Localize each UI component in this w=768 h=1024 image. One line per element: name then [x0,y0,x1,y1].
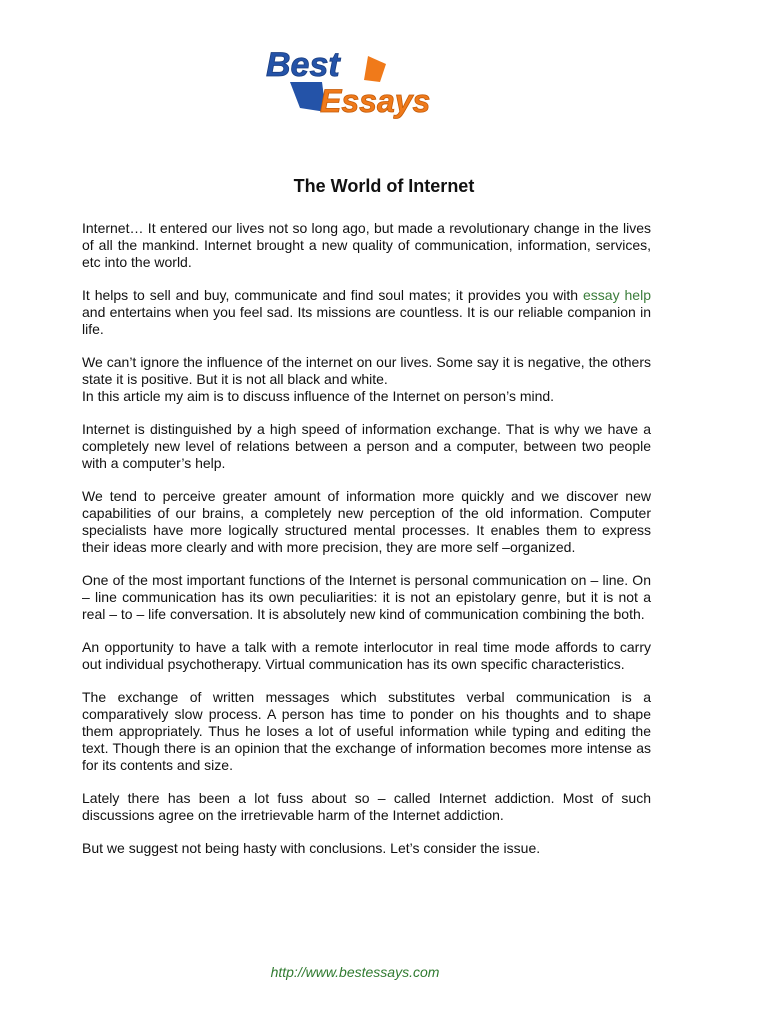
paragraph-3-line-2: In this article my aim is to discuss influence of the Internet on person’s mind. [82,388,555,404]
paragraph-7: An opportunity to have a talk with a remote interlocutor in real time mode affords to carry out individual psychotherapy. Virtual communication has its own specific characteristics. [82,639,651,672]
paragraph-3 [82,354,651,405]
paragraph-10: But we suggest not being hasty with conclusions. Let’s consider the issue. [82,840,541,856]
paragraph-6: One of the most important functions of the Internet is personal communication on – line. On – line communication has its own peculiarities: it is not an epistolary genre, but it is not a real – to – life conversation. It is absolutely new kind of communication combining the both. [82,572,651,622]
paragraph-3-line-1: We can’t ignore the influence of the internet on our lives. Some say it is negative, the others state it is positive. But it is not all black and white. [82,354,651,387]
paragraph-8: The exchange of written messages which substitutes verbal communication is a comparatively slow process. A person has time to ponder on his thoughts and to shape them appropriately. Thus he loses a lot of useful information while typing and editing the text. Though there is an opinion that the exchange of information becomes more intense as for its contents and size. [82,689,651,773]
paragraph-4: Internet is distinguished by a high speed of information exchange. That is why we have a completely new level of relations between a person and a computer, between two people with a computer’s help. [82,421,651,471]
paragraph-5: We tend to perceive greater amount of information more quickly and we discover new capabilities of our brains, a completely new perception of the old information. Computer specialists have more logically structured mental processes. It enables them to express their ideas more clearly and with more precision, they are more self –organized. [82,488,651,555]
paragraph-9: Lately there has been a lot fuss about so – called Internet addiction. Most of such discussions agree on the irretrievable harm of the Internet addiction. [82,790,651,823]
document-title: The World of Internet [293,176,475,196]
paragraph-2-text-a: It helps to sell and buy, communicate and find soul mates; it provides you with [82,287,584,303]
essay-help-link[interactable]: essay help [583,287,651,303]
svg-text:Essays: Essays [320,83,431,119]
svg-text:Best: Best [266,46,340,84]
paragraph-2-text-b: and entertains when you feel sad. Its missions are countless. It is our reliable companion in life. [82,304,651,337]
footer-url-link[interactable]: http://www.bestessays.com [270,964,440,980]
paragraph-1: Internet… It entered our lives not so long ago, but made a revolutionary change in the lives of all the mankind. Internet brought a new quality of communication, information, services, etc into the world. [82,220,651,270]
best-essays-logo [260,42,475,122]
document-body [82,220,651,873]
paragraph-2 [82,287,651,338]
